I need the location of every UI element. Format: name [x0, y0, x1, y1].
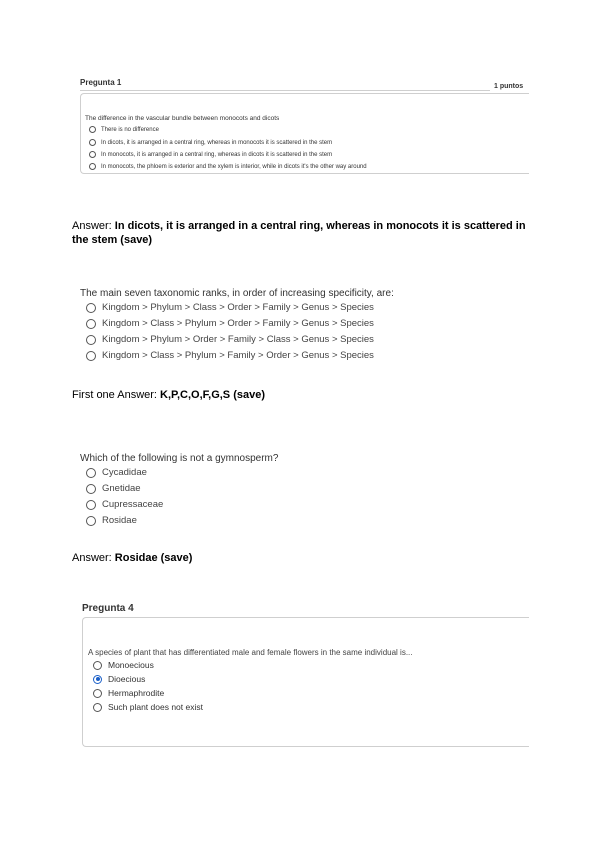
option[interactable]	[89, 151, 332, 158]
option-label: Cycadidae	[102, 467, 147, 478]
question-text: The main seven taxonomic ranks, in order of increasing specificity, are:	[80, 288, 394, 299]
question-text: Which of the following is not a gymnosperm?	[80, 453, 279, 464]
option[interactable]	[86, 350, 374, 361]
radio-button[interactable]	[86, 335, 96, 345]
option-label: In monocots, the phloem is exterior and the xylem is interior, while in dicots it's the other way around	[101, 163, 367, 170]
answer-value: K,P,C,O,F,G,S (save)	[160, 389, 265, 401]
answer-prefix: Answer:	[72, 220, 115, 232]
header-divider	[80, 90, 490, 91]
radio-button[interactable]	[86, 516, 96, 526]
option[interactable]	[93, 674, 145, 684]
question-title: Pregunta 4	[82, 603, 134, 614]
option[interactable]	[86, 499, 163, 510]
question-points: 1 puntos	[494, 83, 524, 90]
option[interactable]	[93, 660, 154, 670]
radio-button[interactable]	[86, 484, 96, 494]
option-label: Kingdom > Class > Phylum > Family > Order > Genus > Species	[102, 350, 374, 361]
option-label: Kingdom > Phylum > Order > Family > Class > Genus > Species	[102, 334, 374, 345]
option[interactable]	[86, 302, 374, 313]
answer-2	[72, 389, 265, 401]
answer-1	[72, 219, 532, 247]
option-label: Monoecious	[108, 660, 154, 670]
radio-button[interactable]	[86, 303, 96, 313]
radio-button[interactable]	[86, 468, 96, 478]
option[interactable]	[86, 467, 147, 478]
option-label: Such plant does not exist	[108, 702, 203, 712]
radio-button[interactable]	[93, 689, 102, 698]
option[interactable]	[93, 702, 203, 712]
option-label: In monocots, it is arranged in a central ring, whereas in dicots it is scattered in the stem	[101, 151, 333, 158]
option-label: Kingdom > Phylum > Class > Order > Family > Genus > Species	[102, 302, 374, 313]
answer-prefix: First one Answer:	[72, 389, 161, 401]
question-box	[80, 93, 529, 174]
option[interactable]	[86, 483, 141, 494]
radio-button[interactable]	[93, 703, 102, 712]
option[interactable]	[86, 318, 374, 329]
option-label: Cupressaceae	[102, 499, 164, 510]
option-label: In dicots, it is arranged in a central ring, whereas in monocots it is scattered in the stem	[101, 139, 333, 146]
option[interactable]	[89, 126, 159, 133]
radio-button[interactable]	[89, 151, 96, 158]
question-box	[82, 617, 529, 747]
option-label: Kingdom > Class > Phylum > Order > Family > Genus > Species	[102, 318, 374, 329]
option-label: There is no difference	[101, 126, 159, 133]
answer-prefix: Answer:	[72, 552, 115, 564]
answer-value: In dicots, it is arranged in a central ring, whereas in monocots it is scattered in the stem (save)	[72, 220, 526, 246]
question-title: Pregunta 1	[80, 78, 122, 87]
option-label: Dioecious	[108, 674, 146, 684]
answer-value: Rosidae (save)	[114, 552, 193, 564]
option-label: Gnetidae	[102, 483, 141, 494]
answer-3	[72, 552, 192, 564]
question-text: A species of plant that has differentiated male and female flowers in the same individual is...	[88, 648, 413, 657]
radio-button[interactable]	[89, 163, 96, 170]
question-text: The difference in the vascular bundle between monocots and dicots	[85, 115, 280, 122]
option[interactable]	[93, 688, 164, 698]
radio-button[interactable]	[86, 319, 96, 329]
option[interactable]	[86, 515, 137, 526]
option-label: Rosidae	[102, 515, 137, 526]
radio-button[interactable]	[93, 661, 102, 670]
radio-button[interactable]	[93, 675, 102, 684]
option[interactable]	[89, 163, 367, 170]
option-label: Hermaphrodite	[108, 688, 165, 698]
radio-button[interactable]	[86, 500, 96, 510]
radio-button[interactable]	[89, 139, 96, 146]
radio-button[interactable]	[86, 351, 96, 361]
radio-button[interactable]	[89, 126, 96, 133]
option[interactable]	[86, 334, 374, 345]
option[interactable]	[89, 139, 332, 146]
